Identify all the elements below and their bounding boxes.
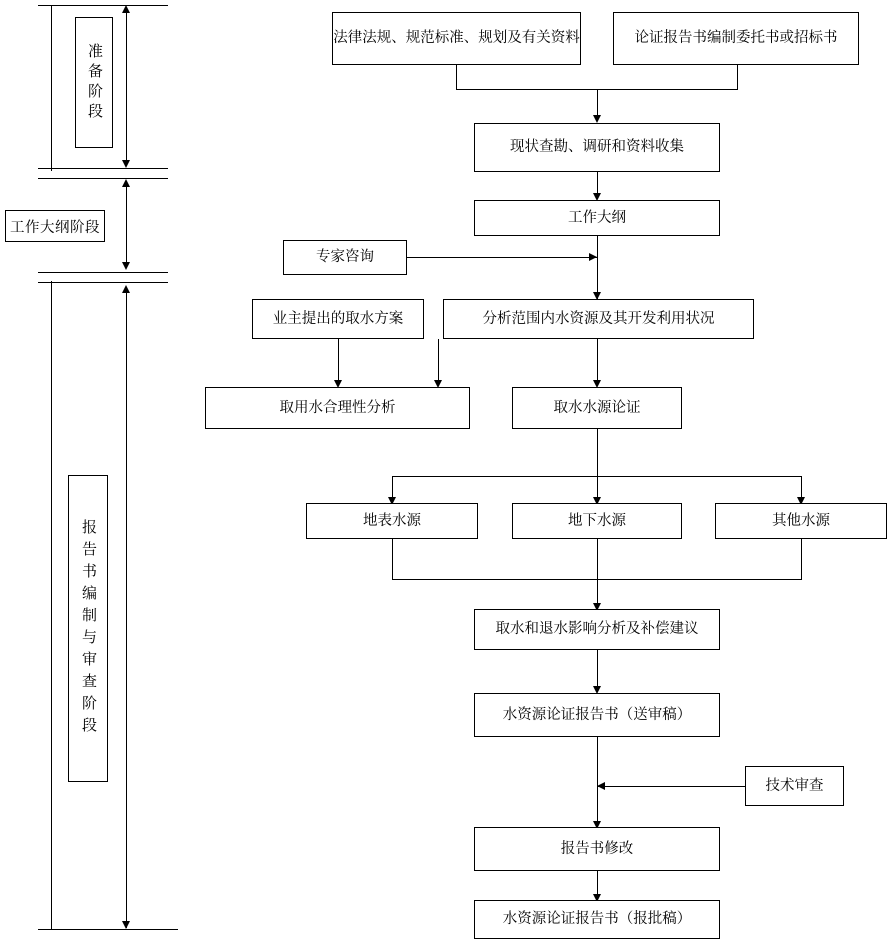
node-report-final	[474, 900, 720, 939]
node-laws-label: 法律法规、规范标准、规划及有关资料	[333, 30, 580, 47]
node-tech-review	[745, 766, 844, 806]
node-source-demo-label: 取水水源论证	[553, 399, 641, 416]
stage3-arrow-line	[126, 288, 127, 928]
stage-measure-axis	[51, 281, 52, 929]
node-commission	[613, 12, 859, 65]
node-expert	[283, 240, 407, 275]
stage1-arrow-line	[126, 8, 127, 166]
connector-surface-down	[392, 539, 393, 579]
connector-laws-down	[456, 65, 457, 89]
node-analysis-range-label: 分析范围内水资源及其开发利用状况	[482, 310, 715, 327]
stage-divider-line	[38, 5, 168, 6]
node-impact	[474, 609, 720, 650]
node-rationality	[205, 387, 470, 429]
node-ground-water	[512, 503, 682, 539]
arrow-to-survey	[593, 115, 601, 123]
stage-divider-line	[38, 929, 178, 930]
node-source-demo	[512, 387, 682, 429]
connector-other-down	[801, 539, 802, 579]
stage-divider-line	[38, 272, 168, 273]
node-laws	[332, 12, 581, 65]
stage-work-outline-label: 工作大纲阶段	[10, 219, 100, 236]
connector-merge-to-survey	[597, 89, 598, 118]
connector-ground-down	[597, 539, 598, 579]
node-surface-water	[306, 503, 478, 539]
node-report-final-label: 水资源论证报告书（报批稿）	[502, 911, 692, 928]
stage-preparation-label: 准备阶段	[86, 42, 103, 123]
node-report-draft-label: 水资源论证报告书（送审稿）	[502, 706, 692, 723]
stage2-arrow-top	[122, 179, 130, 187]
node-rationality-label: 取用水合理性分析	[279, 399, 396, 416]
node-report-draft	[474, 693, 720, 737]
node-other-water-label: 其他水源	[772, 512, 830, 529]
connector-expert-to-spine	[406, 257, 598, 258]
stage-preparation	[75, 17, 113, 148]
stage-measure-axis	[51, 5, 52, 171]
connector-owner-to-rationality	[338, 339, 339, 386]
stage-divider-line	[38, 178, 168, 179]
stage3-arrow-bottom	[122, 921, 130, 929]
stage-divider-line	[38, 282, 168, 283]
stage2-arrow-line	[126, 182, 127, 268]
node-report-revise-label: 报告书修改	[560, 840, 634, 857]
stage1-arrow-top	[122, 5, 130, 13]
node-survey-label: 现状查勘、调研和资料收集	[510, 139, 684, 156]
node-survey	[474, 123, 720, 172]
stage2-arrow-bottom	[122, 262, 130, 270]
node-other-water	[715, 503, 887, 539]
connector-commission-down	[737, 65, 738, 89]
connector-outline-to-analysis	[597, 236, 598, 299]
arrow-expert-to-spine	[589, 253, 597, 261]
node-expert-label: 专家咨询	[316, 249, 374, 266]
node-report-revise	[474, 827, 720, 871]
node-outline	[474, 200, 720, 236]
connector-analysis-to-source	[597, 339, 598, 386]
connector-techreview-to-spine	[597, 786, 745, 787]
node-surface-water-label: 地表水源	[363, 512, 421, 529]
connector-analysis-branch-down	[438, 339, 439, 386]
connector-source-down	[597, 429, 598, 476]
node-tech-review-label: 技术审查	[765, 777, 824, 794]
stage1-arrow-bottom	[122, 160, 130, 168]
node-analysis-range	[443, 299, 754, 339]
node-owner-plan	[252, 299, 424, 339]
node-commission-label: 论证报告书编制委托书或招标书	[634, 30, 838, 47]
stage-work-outline	[5, 210, 105, 242]
node-ground-water-label: 地下水源	[568, 512, 626, 529]
stage-divider-line	[38, 168, 168, 169]
stage3-arrow-top	[122, 285, 130, 293]
node-outline-label: 工作大纲	[568, 209, 626, 226]
node-impact-label: 取水和退水影响分析及补偿建议	[495, 621, 699, 638]
stage-report-review	[68, 475, 108, 782]
arrow-techreview-to-spine	[597, 782, 605, 790]
stage-report-review-label: 报告书编制与审查阶段	[80, 518, 97, 739]
node-owner-plan-label: 业主提出的取水方案	[272, 310, 404, 327]
